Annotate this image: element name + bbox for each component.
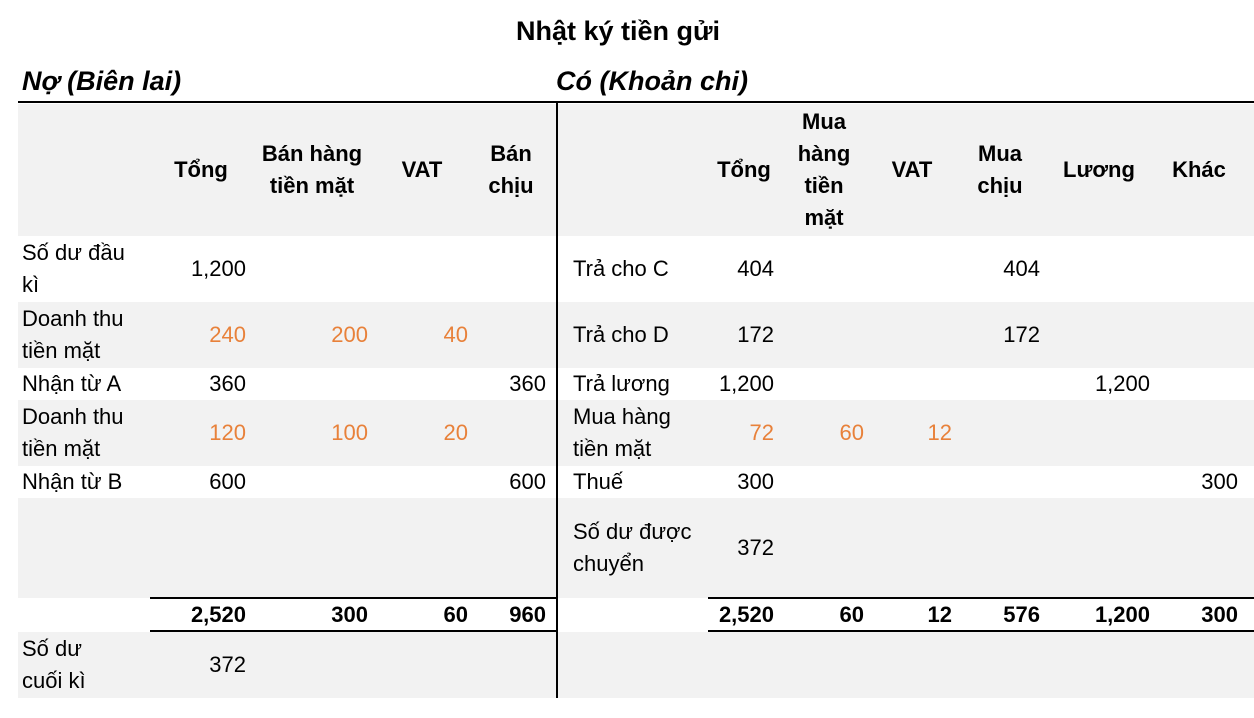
credit-col-header: Mua hàng tiền mặt <box>797 109 851 230</box>
credit-heading: Có (Khoản chi) <box>556 66 748 96</box>
debit-cell <box>372 466 472 498</box>
debit-cell <box>372 236 472 302</box>
credit-total: 1,200 <box>1094 602 1150 627</box>
credit-col-header: Lương <box>1063 157 1135 182</box>
debit-total: 60 <box>443 602 468 627</box>
credit-cell <box>868 368 956 400</box>
heading-rule-debit <box>18 101 556 103</box>
credit-cell <box>1154 302 1244 368</box>
credit-cell <box>1044 466 1154 498</box>
debit-cell: 120 <box>209 420 246 445</box>
credit-total: 576 <box>1003 602 1040 627</box>
credit-cell <box>780 302 868 368</box>
credit-cell <box>1154 368 1244 400</box>
credit-cell: 172 <box>737 322 774 347</box>
debit-col-header: Bán chịu <box>488 141 534 198</box>
credit-cell: 300 <box>737 469 774 494</box>
debit-row-label: Doanh thu tiền mặt <box>22 404 124 461</box>
debit-heading: Nợ (Biên lai) <box>22 66 182 96</box>
column-divider <box>556 102 558 698</box>
debit-cell: 20 <box>443 420 468 445</box>
debit-row-label: Nhận từ B <box>22 469 123 494</box>
credit-col-header: Khác <box>1172 157 1226 182</box>
total-rule <box>150 597 556 599</box>
credit-row-label: Trả lương <box>573 371 670 396</box>
credit-total: 300 <box>1201 602 1238 627</box>
debit-cell <box>372 368 472 400</box>
credit-cell <box>780 498 868 598</box>
debit-row-label: Doanh thu tiền mặt <box>22 306 124 363</box>
credit-cell <box>1154 236 1244 302</box>
closing-balance-label: Số dư cuối kì <box>22 636 86 693</box>
debit-cell <box>472 400 550 466</box>
credit-cell <box>868 466 956 498</box>
credit-total: 60 <box>839 602 864 627</box>
credit-row-label: Số dư được chuyển <box>573 519 692 576</box>
credit-cell: 172 <box>1003 322 1040 347</box>
debit-total: 2,520 <box>190 602 246 627</box>
credit-cell: 12 <box>927 420 952 445</box>
debit-cell: 360 <box>509 371 546 396</box>
credit-cell <box>1044 498 1154 598</box>
debit-cell: 1,200 <box>190 256 246 281</box>
credit-cell <box>868 302 956 368</box>
credit-col-header: VAT <box>891 157 933 182</box>
total-rule <box>708 597 1254 599</box>
closing-balance-value: 372 <box>209 652 246 677</box>
credit-cell: 60 <box>839 420 864 445</box>
credit-cell <box>956 400 1044 466</box>
debit-cell: 600 <box>209 469 246 494</box>
credit-cell: 1,200 <box>1094 371 1150 396</box>
credit-cell <box>868 498 956 598</box>
credit-cell <box>780 466 868 498</box>
debit-col-header: Tổng <box>174 157 228 182</box>
debit-cell: 600 <box>509 469 546 494</box>
debit-cell <box>472 302 550 368</box>
credit-cell <box>1154 400 1244 466</box>
credit-cell: 372 <box>737 535 774 560</box>
debit-cell: 100 <box>331 420 368 445</box>
credit-cell: 404 <box>737 256 774 281</box>
credit-cell <box>780 368 868 400</box>
credit-cell <box>956 466 1044 498</box>
credit-row-label: Mua hàng tiền mặt <box>573 404 671 461</box>
credit-cell: 72 <box>749 420 774 445</box>
credit-cell <box>1044 400 1154 466</box>
debit-cell: 240 <box>209 322 246 347</box>
total-rule <box>150 630 556 632</box>
debit-cell: 200 <box>331 322 368 347</box>
debit-row-label: Nhận từ A <box>22 371 122 396</box>
debit-cell <box>252 466 372 498</box>
credit-cell <box>1044 236 1154 302</box>
credit-cell: 300 <box>1201 469 1238 494</box>
credit-total: 2,520 <box>718 602 774 627</box>
credit-cell <box>956 368 1044 400</box>
credit-row-label: Trả cho D <box>573 322 669 347</box>
credit-cell <box>1154 498 1244 598</box>
heading-rule-credit <box>556 101 1254 103</box>
credit-cell <box>780 236 868 302</box>
debit-col-header: VAT <box>401 157 443 182</box>
credit-row-label: Trả cho C <box>573 256 669 281</box>
credit-cell: 1,200 <box>718 371 774 396</box>
debit-cell <box>252 236 372 302</box>
credit-col-header: Tổng <box>717 157 771 182</box>
total-rule <box>708 630 1254 632</box>
debit-cell <box>252 368 372 400</box>
credit-total: 12 <box>927 602 952 627</box>
debit-total: 960 <box>509 602 546 627</box>
debit-col-header: Bán hàng tiền mặt <box>261 141 363 198</box>
page-title: Nhật ký tiền gửi <box>515 16 721 46</box>
debit-row-label: Số dư đầu kì <box>22 240 125 297</box>
credit-col-header: Mua chịu <box>977 141 1023 198</box>
debit-cell: 40 <box>443 322 468 347</box>
debit-total: 300 <box>331 602 368 627</box>
debit-cell <box>472 236 550 302</box>
credit-cell <box>956 498 1044 598</box>
credit-cell <box>1044 302 1154 368</box>
credit-cell <box>868 236 956 302</box>
credit-cell: 404 <box>1003 256 1040 281</box>
credit-row-label: Thuế <box>573 469 624 494</box>
debit-cell: 360 <box>209 371 246 396</box>
